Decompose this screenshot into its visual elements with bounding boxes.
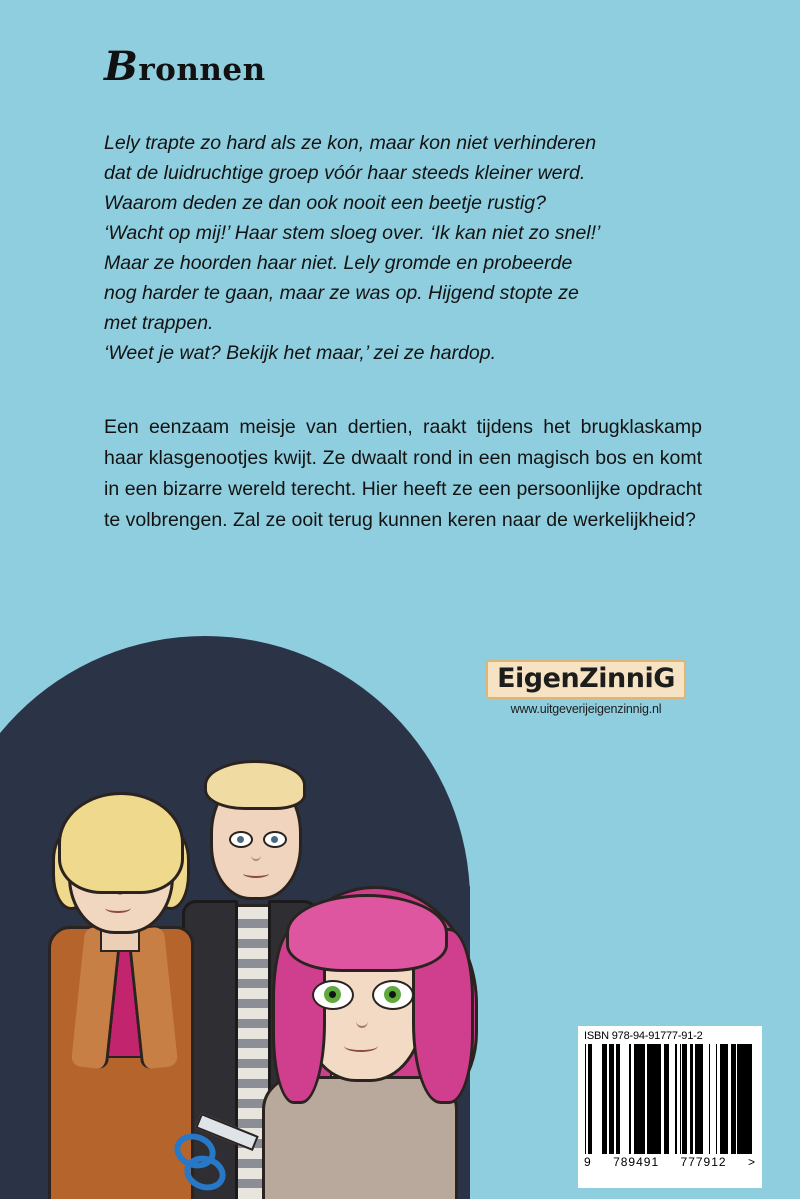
pupil-right xyxy=(271,836,278,843)
mouth xyxy=(243,869,269,878)
page-title-rest: ronnen xyxy=(138,52,266,88)
iris-right xyxy=(384,986,401,1003)
eye-left xyxy=(312,980,354,1010)
barcode-bars xyxy=(584,1044,756,1154)
pupil-left xyxy=(237,836,244,843)
page-title xyxy=(104,43,266,90)
mouth xyxy=(105,903,131,913)
eye-left xyxy=(229,831,253,848)
publisher-name: EigenZinniG xyxy=(497,663,675,694)
isbn-label: ISBN 978-94-91777-91-2 xyxy=(584,1030,703,1042)
excerpt-line: ‘Wacht op mij!’ Haar stem sloeg over. ‘Ik kan niet zo snel!’ xyxy=(104,222,601,244)
eye-right xyxy=(372,980,414,1010)
blurb-text: Een eenzaam meisje van dertien, raakt tijdens het brugklaskamp haar klasgenootjes kwijt. Ze dwaalt rond in een magisch bos en komt in een bizarre wereld terecht. Hier heeft ze een persoonlijke opdracht te volbrengen. Zal ze ooit terug kunnen keren naar de werkelijkheid? xyxy=(104,416,702,531)
excerpt-line: nog harder te gaan, maar ze was op. Hijgend stopte ze xyxy=(104,282,579,304)
girl-tall-blonde-bangs xyxy=(204,760,306,810)
barcode-digits xyxy=(584,1155,756,1169)
excerpt-line: Lely trapte zo hard als ze kon, maar kon niet verhinderen xyxy=(104,132,597,154)
pupil-left xyxy=(329,991,336,998)
nose xyxy=(251,849,261,861)
iris-left xyxy=(324,986,341,1003)
book-blurb xyxy=(104,412,702,536)
publisher-url: www.uitgeverijeigenzinnig.nl xyxy=(510,702,662,716)
pupil-right xyxy=(389,991,396,998)
excerpt-line: dat de luidruchtige groep vóór haar steeds kleiner werd. xyxy=(104,162,586,184)
barcode-digit-suffix: > xyxy=(747,1155,756,1169)
girl-blonde-short-hair-hair xyxy=(58,792,184,894)
page-title-initial: B xyxy=(104,43,139,90)
mouth xyxy=(344,1040,378,1052)
barcode-digit-right: 777912 xyxy=(680,1155,727,1169)
barcode-block xyxy=(578,1026,762,1188)
girl-pink-hair-bangs xyxy=(286,894,448,972)
excerpt-line: Waarom deden ze dan ook nooit een beetje rustig? xyxy=(104,192,546,214)
excerpt-line: Maar ze hoorden haar niet. Lely gromde en probeerde xyxy=(104,252,573,274)
nose xyxy=(356,1014,368,1028)
barcode-digit-middle: 789491 xyxy=(613,1155,660,1169)
eye-right xyxy=(263,831,287,848)
excerpt-line: ‘Weet je wat? Bekijk het maar,’ zei ze hardop. xyxy=(104,342,497,364)
barcode-digit-left: 9 xyxy=(584,1155,592,1169)
excerpt-line: met trappen. xyxy=(104,312,214,334)
book-excerpt xyxy=(104,128,704,368)
